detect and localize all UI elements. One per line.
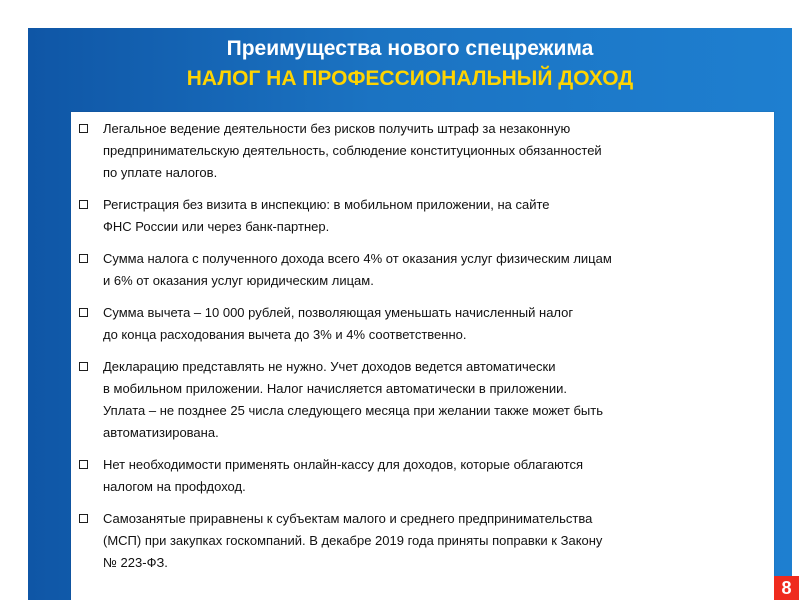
slide-subtitle: НАЛОГ НА ПРОФЕССИОНАЛЬНЫЙ ДОХОД [186, 67, 634, 90]
checkbox-icon [79, 362, 88, 371]
checkbox-icon [79, 124, 88, 133]
benefit-item [77, 118, 764, 184]
checkbox-icon [79, 308, 88, 317]
benefit-line: ФНС России или через банк-партнер. [103, 219, 330, 234]
benefit-line: автоматизирована. [103, 425, 219, 440]
benefit-line: Сумма налога с полученного дохода всего 4% от оказания услуг физическим лицам [103, 251, 612, 266]
benefit-line: в мобильном приложении. Налог начисляется автоматически в приложении. [103, 381, 568, 396]
benefit-line: Нет необходимости применять онлайн-кассу для доходов, которые облагаются [103, 457, 583, 472]
title-area [28, 28, 792, 112]
page-number-badge: 8 [774, 576, 799, 600]
slide-panel [28, 28, 792, 600]
benefit-line: Самозанятые приравнены к субъектам малого и среднего предпринимательства [103, 511, 593, 526]
benefits-list [71, 112, 774, 574]
checkbox-icon [79, 460, 88, 469]
benefit-line: Легальное ведение деятельности без рисков получить штраф за незаконную [103, 121, 571, 136]
benefit-line: Уплата – не позднее 25 числа следующего месяца при желании также может быть [103, 403, 603, 418]
benefit-line: налогом на профдоход. [103, 479, 246, 494]
checkbox-icon [79, 254, 88, 263]
benefit-item [77, 508, 764, 574]
benefit-line: (МСП) при закупках госкомпаний. В декабре 2019 года приняты поправки к Закону [103, 533, 603, 548]
checkbox-icon [79, 514, 88, 523]
benefit-line: и 6% от оказания услуг юридическим лицам. [103, 273, 374, 288]
benefit-line: Регистрация без визита в инспекцию: в мобильном приложении, на сайте [103, 197, 550, 212]
benefit-item [77, 248, 764, 292]
benefit-line: по уплате налогов. [103, 165, 218, 180]
benefit-line: Декларацию представлять не нужно. Учет доходов ведется автоматически [103, 359, 556, 374]
checkbox-icon [79, 200, 88, 209]
benefit-item [77, 454, 764, 498]
benefit-item [77, 194, 764, 238]
benefit-line: до конца расходования вычета до 3% и 4% соответственно. [103, 327, 467, 342]
benefits-card [71, 112, 774, 600]
benefit-item [77, 356, 764, 444]
benefit-line: предпринимательскую деятельность, соблюдение конституционных обязанностей [103, 143, 602, 158]
slide-title: Преимущества нового спецрежима [226, 37, 594, 60]
benefit-line: № 223-ФЗ. [103, 555, 168, 570]
benefit-item [77, 302, 764, 346]
benefit-line: Сумма вычета – 10 000 рублей, позволяющая уменьшать начисленный налог [103, 305, 574, 320]
